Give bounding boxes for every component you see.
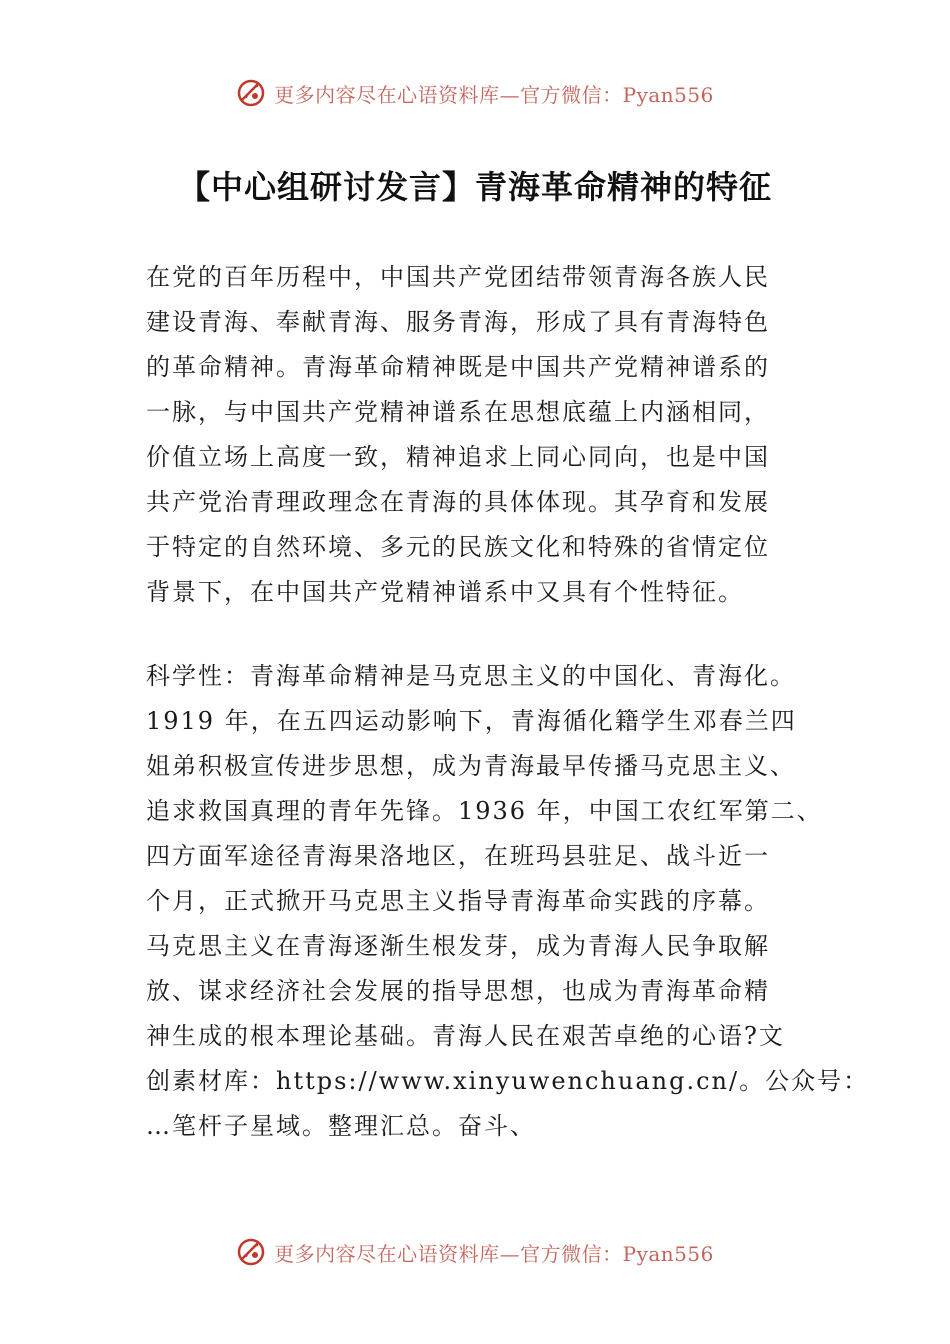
paragraph-line: 追求救国真理的青年先锋。1936 年，中国工农红军第二、 [146,797,823,825]
paragraph-line: 马克思主义在青海逐渐生根发芽，成为青海人民争取解 [146,932,770,960]
paragraph-line: 一脉，与中国共产党精神谱系在思想底蕴上内涵相同， [146,398,770,426]
paragraph-line: 建设青海、奉献青海、服务青海，形成了具有青海特色 [146,308,770,336]
paragraph-line: 创素材库：https://www.xinyuwenchuang.cn/。公众号： [146,1067,870,1095]
header-banner-text: 更多内容尽在心语资料库—官方微信：Pyan556 [274,82,714,107]
document-title: 【中心组研讨发言】青海革命精神的特征 [177,168,772,206]
paragraph-line: 于特定的自然环境、多元的民族文化和特殊的省情定位 [146,533,770,561]
header-banner [0,73,950,113]
paragraph-line: 背景下，在中国共产党精神谱系中又具有个性特征。 [146,578,744,606]
paragraph-line: 价值立场上高度一致，精神追求上同心同向，也是中国 [146,443,770,471]
paragraph-line: 个月，正式掀开马克思主义指导青海革命实践的序幕。 [146,887,770,915]
paragraph-intro [146,255,836,615]
paragraph-scientific [146,654,870,1149]
brand-logo-icon [236,1237,266,1267]
brand-logo-icon [236,78,266,108]
paragraph-line: 科学性：青海革命精神是马克思主义的中国化、青海化。 [146,662,796,690]
paragraph-line: …笔杆子星域。整理汇总。奋斗、 [146,1112,536,1140]
footer-banner-text: 更多内容尽在心语资料库—官方微信：Pyan556 [274,1241,714,1266]
paragraph-line: 四方面军途径青海果洛地区，在班玛县驻足、战斗近一 [146,842,770,870]
paragraph-line: 1919 年，在五四运动影响下，青海循化籍学生邓春兰四 [146,707,797,735]
paragraph-line: 放、谋求经济社会发展的指导思想，也成为青海革命精 [146,977,770,1005]
paragraph-line: 在党的百年历程中，中国共产党团结带领青海各族人民 [146,263,770,291]
footer-banner [0,1232,950,1272]
paragraph-line: 神生成的根本理论基础。青海人民在艰苦卓绝的心语?文 [146,1022,785,1050]
paragraph-line: 共产党治青理政理念在青海的具体体现。其孕育和发展 [146,488,770,516]
paragraph-line: 的革命精神。青海革命精神既是中国共产党精神谱系的 [146,353,770,381]
paragraph-line: 姐弟积极宣传进步思想，成为青海最早传播马克思主义、 [146,752,796,780]
